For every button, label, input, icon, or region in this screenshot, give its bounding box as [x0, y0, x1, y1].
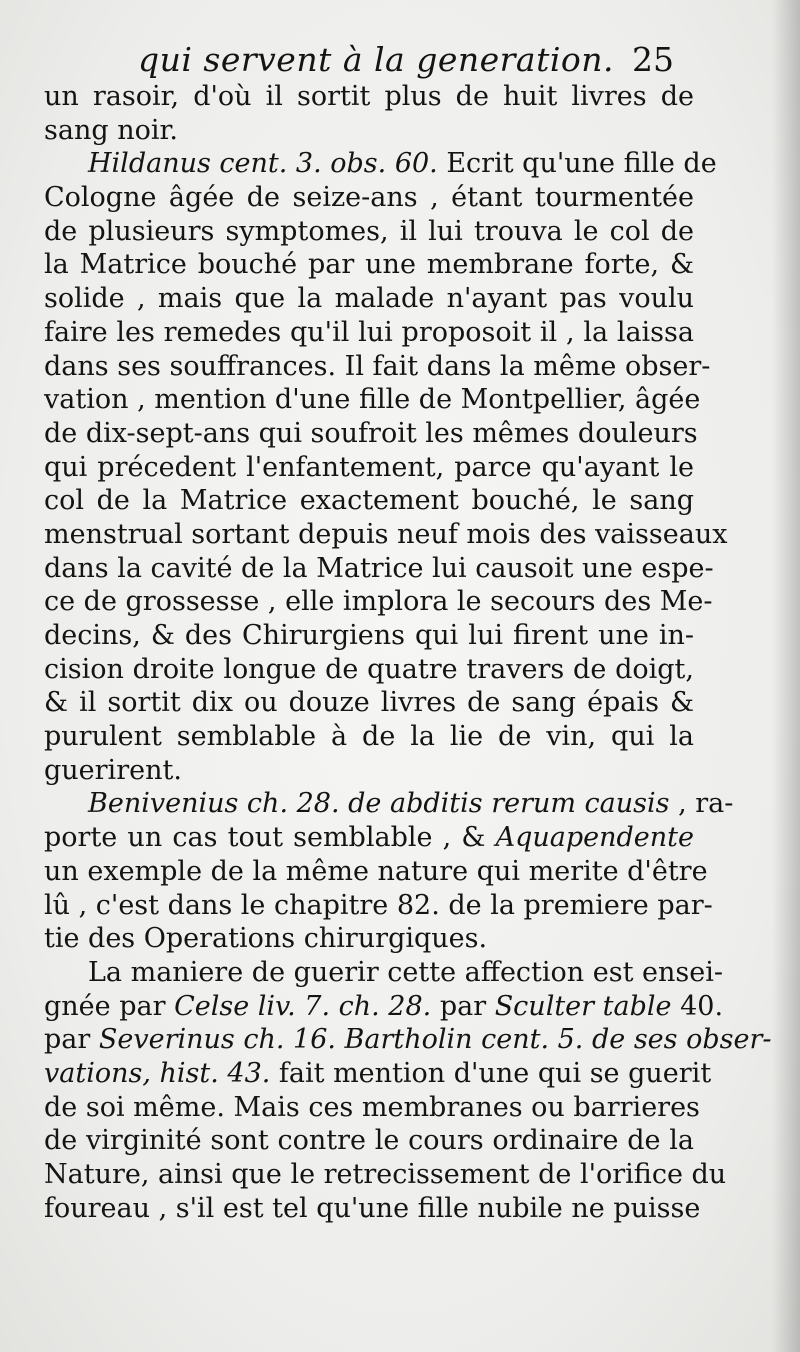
- text-line: [44, 1057, 712, 1091]
- text-line: [44, 1124, 694, 1158]
- text-segment: foureau , s'il est tel qu'une fille nubile ne puisse: [44, 1192, 701, 1224]
- text-segment: tie des Operations chirurgiques.: [44, 923, 488, 955]
- italic-citation: Sculter table: [494, 990, 672, 1022]
- text-line: [44, 1091, 700, 1125]
- text-line: [44, 1158, 727, 1192]
- italic-citation: Benivenius ch. 28. de abditis rerum causis: [88, 788, 670, 820]
- text-line: [44, 922, 694, 956]
- text-line: [44, 686, 694, 720]
- text-segment: de plusieurs symptomes, il lui trouva le col de: [44, 215, 694, 247]
- text-line: [44, 619, 694, 653]
- text-line: [44, 787, 734, 821]
- text-line: [44, 585, 713, 619]
- text-line: [44, 1192, 701, 1226]
- text-segment: guerirent.: [44, 754, 182, 786]
- paragraph: [44, 956, 772, 1226]
- text-segment: & il sortit dix ou douze livres de sang épais &: [44, 687, 694, 719]
- text-segment: La maniere de guerir cette affection est ensei-: [88, 956, 723, 988]
- text-segment: purulent semblable à de la lie de vin, qui la: [44, 721, 694, 753]
- running-head: [0, 40, 800, 84]
- text-line: [44, 720, 694, 754]
- text-segment: porte un cas tout semblable , &: [44, 822, 496, 854]
- text-line: [44, 1023, 772, 1057]
- italic-citation: Hildanus cent. 3. obs. 60.: [88, 148, 438, 180]
- text-line: [44, 855, 708, 889]
- text-segment: qui précedent l'enfantement, parce qu'ayant le: [44, 451, 694, 483]
- italic-citation: vations, hist. 43.: [44, 1057, 271, 1089]
- text-segment: decins, & des Chirurgiens qui lui firent une in-: [44, 620, 694, 651]
- text-segment: dans ses souffrances. Il fait dans la même obser-: [44, 350, 711, 382]
- text-line: [44, 821, 694, 855]
- page-edge-shadow: [772, 0, 800, 1352]
- text-segment: de virginité sont contre le cours ordinaire de la: [44, 1125, 694, 1157]
- text-segment: faire les remedes qu'il lui proposoit il , la laissa: [44, 316, 694, 348]
- text-segment: dans la cavité de la Matrice lui causoit une espe-: [44, 552, 714, 584]
- italic-citation: Severinus ch. 16. Bartholin cent. 5. de ses obser-: [98, 1024, 772, 1056]
- text-line: [44, 451, 694, 485]
- text-segment: gnée par: [44, 990, 175, 1022]
- text-segment: 40.: [671, 990, 724, 1022]
- text-segment: Nature, ainsi que le retrecissement de l'orifice du: [44, 1159, 727, 1190]
- text-segment: col de la Matrice exactement bouché, le sang: [44, 485, 694, 517]
- text-segment: ce de grossesse , elle implora le secours des Me-: [44, 586, 713, 618]
- text-segment: sang noir.: [44, 114, 179, 146]
- text-line: [44, 417, 698, 451]
- text-segment: un rasoir, d'où il sortit plus de huit livres de: [44, 81, 694, 112]
- text-line: [44, 282, 694, 316]
- text-segment: Ecrit qu'une fille de: [437, 148, 717, 180]
- italic-citation: Celse liv. 7. ch. 28.: [174, 990, 432, 1022]
- text-line: [44, 484, 694, 518]
- text-segment: Cologne âgée de seize-ans , étant tourmentée: [44, 182, 694, 214]
- text-line: [44, 990, 724, 1024]
- text-segment: de soi même. Mais ces membranes ou barrieres: [44, 1091, 700, 1123]
- text-line: [44, 518, 728, 552]
- text-line: [44, 215, 694, 249]
- paragraph: [44, 80, 694, 147]
- running-title: qui servent à la generation.: [138, 40, 615, 79]
- text-segment: la Matrice bouché par une membrane forte, &: [44, 249, 694, 281]
- text-line: [44, 350, 711, 384]
- paragraph: [44, 787, 734, 955]
- text-line: [44, 80, 694, 114]
- text-line: [44, 248, 694, 282]
- text-line: [44, 114, 694, 148]
- text-segment: cision droite longue de quatre travers de doigt,: [44, 653, 694, 685]
- text-segment: un exemple de la même nature qui merite d'être: [44, 855, 708, 887]
- text-line: [44, 889, 713, 923]
- text-segment: fait mention d'une qui se guerit: [270, 1057, 712, 1089]
- italic-citation: Aquapendente: [495, 822, 694, 854]
- page-number: 25: [632, 40, 674, 79]
- text-line: [44, 754, 694, 788]
- text-segment: vation , mention d'une fille de Montpellier, âgée: [44, 384, 701, 416]
- text-line: [44, 956, 723, 990]
- text-segment: lû , c'est dans le chapitre 82. de la premiere par-: [44, 889, 713, 921]
- text-segment: solide , mais que la malade n'ayant pas voulu: [44, 283, 694, 315]
- text-line: [44, 653, 694, 687]
- text-segment: , ra-: [669, 788, 734, 820]
- text-segment: par: [44, 1024, 99, 1056]
- text-segment: menstrual sortant depuis neuf mois des vaisseaux: [44, 518, 728, 550]
- text-line: [44, 316, 694, 350]
- text-segment: de dix-sept-ans qui soufroit les mêmes douleurs: [44, 417, 698, 449]
- text-line: [44, 181, 694, 215]
- text-line: [44, 383, 701, 417]
- text-segment: par: [431, 990, 495, 1022]
- text-line: [44, 147, 717, 181]
- paragraph: [44, 147, 728, 787]
- text-line: [44, 552, 714, 586]
- body-text: [44, 80, 772, 1225]
